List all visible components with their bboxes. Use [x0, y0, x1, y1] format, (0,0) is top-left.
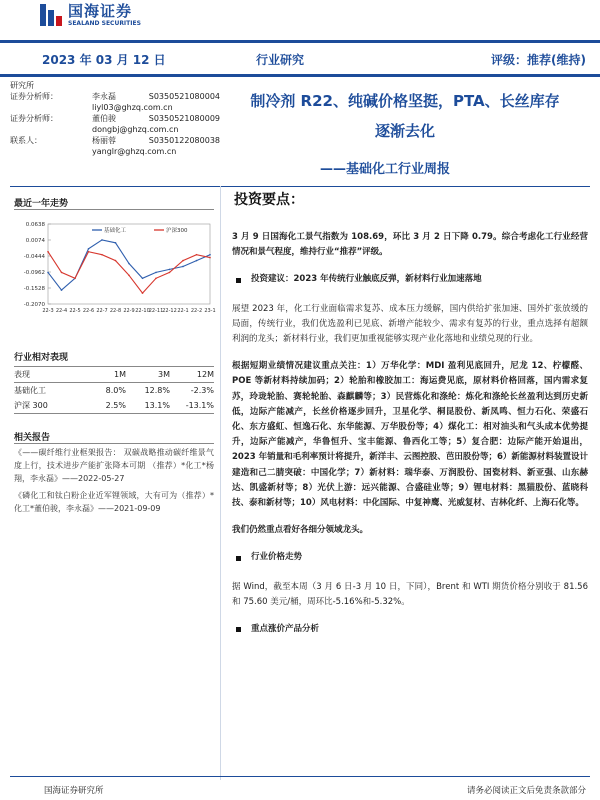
x-tick-label: 22-7: [96, 308, 108, 314]
y-tick-label: 0.0638: [25, 222, 45, 228]
analyst-row: 联系人： 杨丽蓉 S0350122080038: [10, 136, 220, 145]
x-tick-label: 22-1: [177, 308, 189, 314]
data-point: [182, 260, 184, 262]
series-line: [48, 240, 210, 290]
divider: [10, 186, 590, 187]
data-point: [209, 254, 211, 256]
bullet-heading: 投资建议：2023 年传统行业触底反弹，新材料行业加速落地: [232, 272, 588, 287]
report-header-bar: [0, 40, 600, 78]
data-point: [61, 289, 63, 291]
report-date: 2023 年 03 月 12 日: [42, 53, 166, 67]
paragraph: 展望 2023 年，化工行业面临需求复苏、成本压力缓解，国内供给扩张加速、国外扩张放缓的局面，传统行业，我们优选盈利已见底、新增产能较少、需求有复苏的行业，重点选择有超额利润的龙头；新材料行业，我们更加重视能够实现产业化落地和业绩兑现的行业。: [232, 303, 588, 345]
x-tick-label: 22-11: [148, 308, 164, 314]
report-title-line1: 制冷剂 R22、纯碱价格坚挺，PTA、长丝库存: [250, 92, 560, 110]
x-tick-label: 22-10: [135, 308, 150, 314]
logo-icon: [40, 4, 62, 26]
data-point: [74, 277, 76, 279]
data-point: [196, 254, 198, 256]
related-report-item[interactable]: 《磷化工和钛白粉企业近军锂领域，大有可为（推荐）*化工*董伯骏，李永磊》——2021-09-09: [14, 491, 214, 513]
x-tick-label: 22-6: [82, 308, 95, 314]
data-point: [115, 260, 117, 262]
trend-chart: [14, 216, 218, 326]
series-line: [48, 252, 210, 293]
analyst-list: [10, 80, 220, 157]
x-tick-label: 22-2: [190, 308, 203, 314]
analyst-row: 研究所: [10, 81, 34, 90]
report-title: [235, 86, 575, 146]
brand-logo: [40, 2, 141, 28]
report-rating: 评级：推荐(维持): [491, 53, 586, 67]
data-point: [142, 277, 144, 279]
analyst-email[interactable]: liyl03@ghzq.com.cn: [92, 103, 173, 112]
page-footer: [0, 776, 600, 800]
data-point: [61, 272, 63, 274]
x-tick-label: 22-8: [109, 308, 122, 314]
paragraph: 据 Wind，截至本周（3 月 6 日-3 月 10 日，下同），Brent 和 WTI 期货价格分别收于 81.56 和 75.60 美元/桶，周环比-5.16%和-5.32%。: [232, 581, 588, 607]
x-tick-label: 22-9: [123, 308, 135, 314]
analyst-email[interactable]: dongbj@ghzq.com.cn: [92, 125, 179, 134]
trend-title: 最近一年走势: [14, 199, 69, 209]
divider: [14, 209, 214, 210]
divider: [14, 443, 214, 444]
legend-label: 基础化工: [104, 228, 127, 234]
x-tick-label: 22-4: [55, 308, 68, 314]
brand-name-cn: 国海证券: [68, 1, 133, 20]
data-point: [128, 275, 130, 277]
data-point: [142, 292, 144, 294]
x-tick-label: 23-1: [204, 308, 216, 314]
main-content: [232, 190, 588, 651]
report-subtitle: ——基础化工行业周报: [320, 162, 451, 177]
bullet-icon: [236, 556, 241, 561]
related-reports: [14, 446, 214, 519]
perf-title: 行业相对表现: [14, 353, 69, 363]
brand-name-en: SEALAND SECURITIES: [68, 19, 141, 27]
bullet-heading: 行业价格走势: [232, 550, 588, 565]
data-point: [128, 263, 130, 265]
performance-table: [14, 366, 214, 414]
y-tick-label: 0.0074: [25, 238, 45, 244]
data-point: [88, 251, 90, 253]
section-heading: 投资要点：: [234, 192, 304, 208]
analyst-email[interactable]: yanglr@ghzq.com.cn: [92, 147, 177, 156]
data-point: [155, 272, 157, 274]
analyst-row: 证券分析师： 董伯骏 S0350521080009: [10, 114, 220, 123]
y-tick-label: -0.0962: [23, 270, 45, 276]
analyst-row: 证券分析师： 李永磊 S0350521080004: [10, 92, 220, 101]
bullet-icon: [236, 278, 241, 283]
data-point: [47, 251, 49, 253]
table-row: 沪深 300 2.5% 13.1% -13.1%: [14, 398, 214, 414]
footer-left: 国海证券研究所: [44, 786, 104, 796]
data-point: [101, 254, 103, 256]
table-row: 基础化工 8.0% 12.8% -2.3%: [14, 386, 214, 395]
data-point: [115, 242, 117, 244]
related-report-item[interactable]: 《——碳纤维行业框架报告： 双碳战略推动碳纤维景气度上行，技术进步产能扩张降本可期 （推荐）*化工*杨翔，李永磊》——2022-05-27: [14, 448, 214, 483]
legend-label: 沪深300: [166, 228, 188, 234]
x-tick-label: 22-3: [42, 308, 54, 314]
report-category: 行业研究: [256, 53, 305, 67]
bullet-icon: [236, 627, 241, 632]
report-title-line2: 逐渐去化: [374, 122, 435, 140]
y-tick-label: -0.2070: [23, 302, 45, 308]
column-divider: [220, 186, 221, 780]
data-point: [196, 260, 198, 262]
data-point: [169, 269, 171, 271]
data-point: [101, 239, 103, 241]
paragraph: 根据短期业绩情况建议重点关注：1）万华化学：MDI 盈利见底回升，尼龙 12、柠檬醛、POE 等新材料持续加码；2）轮胎和橡胶加工：海运费见底，原材料价格回落，国内需求复苏，玲珑轮胎、赛轮轮胎、森麒麟等；3）民营炼化和涤纶：炼化和涤纶长丝盈利达到历史新低，边际产能减产，长丝价格逐步回升，卫星化学、桐昆股份、新凤鸣、恒力石化、荣盛石化、东方盛虹、恒逸石化、东华能源、万华股份等；4）煤化工：相对油头和气头成本优势提升，边际产能减产，华鲁恒升、宝丰能源、鲁西化工等；5）复合肥：边际产能开始退出，2023 年销量和毛利率预计将提升，新洋丰、云图控股、芭田股份等；6）新能源材料装置设计建造和己二腈突破：中国化学；7）新材料：瑞华泰、万润股份、国瓷材料、新亚强、山东赫达、凯盛新材等；8）光伏上游：远兴能源、合盛硅业等；9）锂电材料：黑猫股份、蓝晓科技、泰和新材等；10）风电材料：中化国际、中复神鹰、光威复材、吉林化纤、上海石化等。: [232, 361, 588, 509]
y-tick-label: -0.0444: [23, 254, 45, 260]
y-tick-label: -0.1528: [23, 286, 45, 292]
data-point: [47, 272, 49, 274]
data-point: [155, 277, 157, 279]
trend-chart-svg: [14, 216, 218, 326]
data-point: [169, 272, 171, 274]
footer-right: 请务必阅读正文后免责条款部分: [466, 786, 586, 796]
related-title: 相关报告: [14, 433, 51, 443]
data-point: [88, 248, 90, 250]
table-header-row: 表现 1M 3M 12M: [14, 366, 214, 383]
data-point: [182, 266, 184, 268]
x-tick-label: 22-12: [162, 308, 177, 314]
paragraph: 3 月 9 日国海化工景气指数为 108.69，环比 3 月 2 日下降 0.79。综合考虑化工行业经营情况和景气程度，维持行业“推荐”评级。: [232, 232, 588, 258]
paragraph: 我们仍然重点看好各细分领域龙头。: [232, 525, 369, 536]
bullet-heading: 重点涨价产品分析: [232, 622, 588, 637]
data-point: [209, 257, 211, 259]
x-tick-label: 22-5: [69, 308, 81, 314]
